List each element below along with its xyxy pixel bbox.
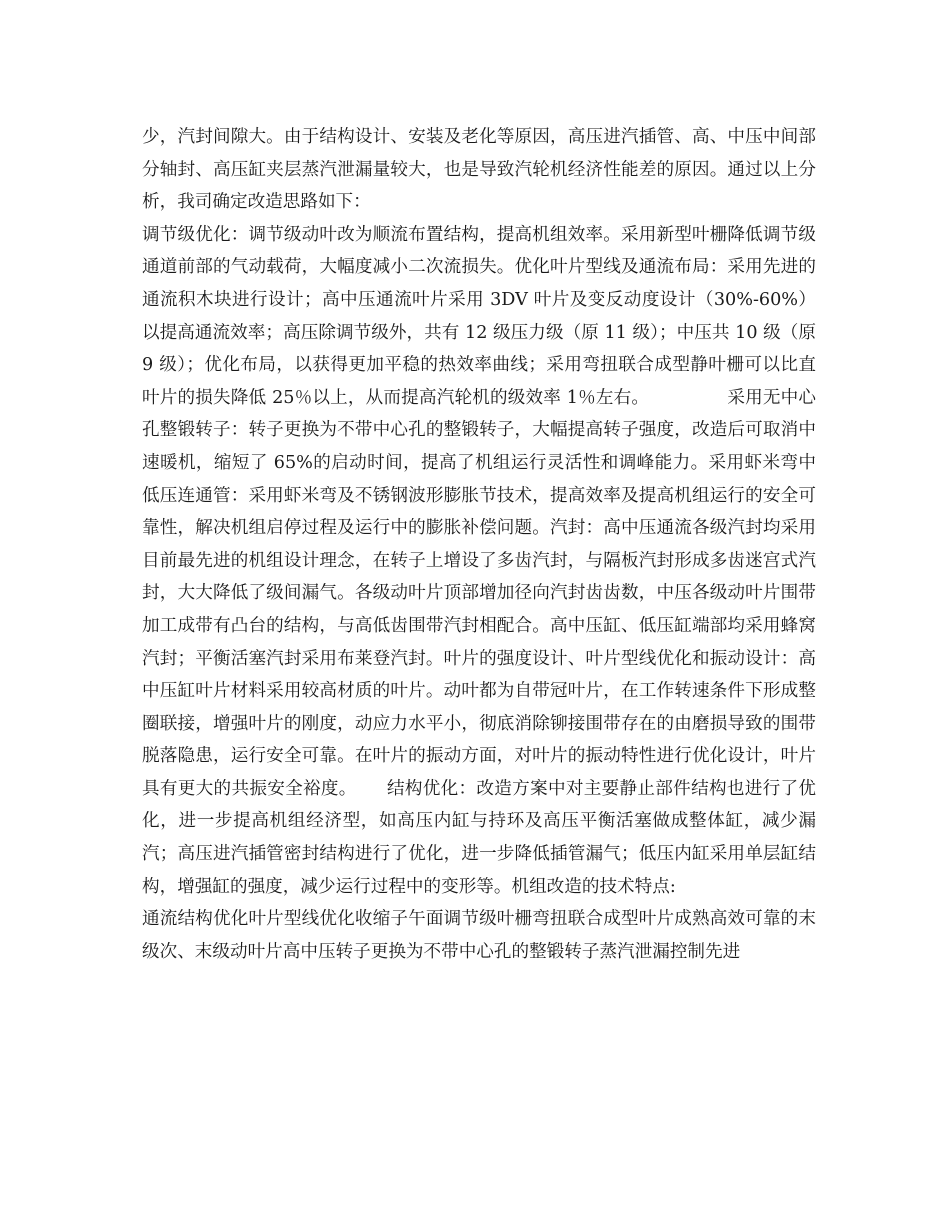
paragraph-optimization	[142, 219, 816, 903]
segment-structure-optimization: 结构优化：改造方案中对主要静止部件结构也进行了优化，进一步提高机组经济型，如高压内缸与持环及高压平衡活塞做成整体缸，减少漏汽；高压进汽插管密封结构进行了优化，进一步降低插管漏气；低压内缸采用单层缸结构，增强缸的强度，减少运行过程中的变形等。机组改造的技术特点:	[142, 778, 816, 897]
document-body	[142, 121, 816, 968]
paragraph-features-text: 通流结构优化叶片型线优化收缩子午面调节级叶栅弯扭联合成型叶片成熟高效可靠的末级次、末级动叶片高中压转子更换为不带中心孔的整锻转子蒸汽泄漏控制先进	[142, 909, 816, 962]
paragraph-intro	[142, 121, 816, 219]
segment-rotor-and-seals: 采用无中心孔整锻转子：转子更换为不带中心孔的整锻转子，大幅提高转子强度，改造后可取消中速暖机，缩短了 65%的启动时间，提高了机组运行灵活性和调峰能力。采用虾米弯中低压连通管：采用虾米弯及不锈钢波形膨胀节技术，提高效率及提高机组运行的安全可靠性，解决机组启停过程及运行中的膨胀补偿问题。汽封：高中压通流各级汽封均采用目前最先进的机组设计理念，在转子上增设了多齿汽封，与隔板汽封形成多齿迷宫式汽封，大大降低了级间漏气。各级动叶片顶部增加径向汽封齿齿数，中压各级动叶片围带加工成带有凸台的结构，与高低齿围带汽封相配合。高中压缸、低压缸端部均采用蜂窝汽封；平衡活塞汽封采用布莱登汽封。叶片的强度设计、叶片型线优化和振动设计：高中压缸叶片材料采用较高材质的叶片。动叶都为自带冠叶片，在工作转速条件下形成整圈联接，增强叶片的刚度，动应力水平小，彻底消除铆接围带存在的由磨损导致的围带脱落隐患，运行安全可靠。在叶片的振动方面，对叶片的振动特性进行优化设计，叶片具有更大的共振安全裕度。	[142, 387, 816, 799]
paragraph-intro-text: 少，汽封间隙大。由于结构设计、安装及老化等原因，高压进汽插管、高、中压中间部分轴封、高压缸夹层蒸汽泄漏量较大，也是导致汽轮机经济性能差的原因。通过以上分析，我司确定改造思路如下：	[142, 127, 816, 213]
paragraph-features	[142, 903, 816, 968]
segment-stage-optimization: 调节级优化：调节级动叶改为顺流布置结构，提高机组效率。采用新型叶栅降低调节级通道前部的气动载荷，大幅度减小二次流损失。优化叶片型线及通流布局：采用先进的通流积木块进行设计；高中压通流叶片采用 3DV 叶片及变反动度设计（30%-60%）以提高通流效率；高压除调节级外，共有 12 级压力级（原 11 级）；中压共 10 级（原 9 级）；优化布局，以获得更加平稳的热效率曲线；采用弯扭联合成型静叶栅可以比直叶片的损失降低 25％以上，从而提高汽轮机的级效率 1％左右。	[142, 224, 816, 408]
